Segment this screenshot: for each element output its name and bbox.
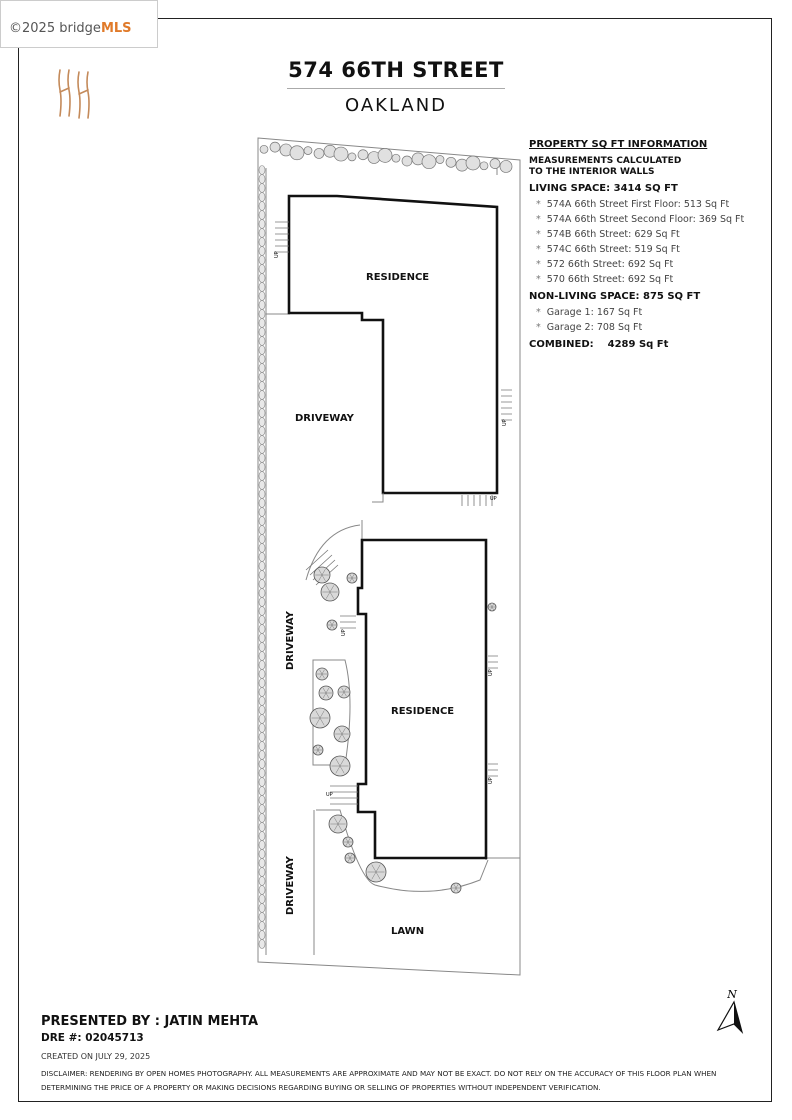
residence-top-label: RESIDENCE [366, 272, 430, 283]
hedge-shrub [259, 373, 265, 382]
hedge-shrub [259, 715, 265, 724]
hedge-shrub [259, 940, 265, 949]
dre-number: DRE #: 02045713 [41, 1032, 144, 1044]
driveway-side-label: DRIVEWAY [285, 856, 296, 915]
stair-up-label: UP [274, 251, 280, 258]
hedge-shrub [259, 607, 265, 616]
hedge-shrub [259, 202, 265, 211]
shrub [290, 146, 304, 160]
hedge-shrub [259, 526, 265, 535]
shrub [334, 147, 348, 161]
plant [316, 668, 328, 680]
hedge-shrub [259, 247, 265, 256]
hedge-shrub [259, 823, 265, 832]
shrub [466, 156, 480, 170]
hedge-shrub [259, 616, 265, 625]
hedge-shrub [259, 589, 265, 598]
residence-bottom-outline [358, 540, 486, 858]
hedge-shrub [259, 166, 265, 175]
hedge-shrub [259, 409, 265, 418]
hedge-shrub [259, 742, 265, 751]
residence-top-outline [289, 196, 497, 493]
hedge-shrub [259, 337, 265, 346]
hedge-shrub [259, 319, 265, 328]
presented-by: PRESENTED BY : JATIN MEHTA [41, 1014, 259, 1029]
hedge-shrub [259, 697, 265, 706]
hedge-shrub [259, 805, 265, 814]
north-label: N [727, 988, 737, 1001]
shrub [500, 160, 512, 172]
hedge-shrub [259, 724, 265, 733]
hedge-shrub [259, 400, 265, 409]
hedge-shrub [259, 661, 265, 670]
hedge-shrub [259, 544, 265, 553]
hedge-shrub [259, 751, 265, 760]
hedge-shrub [259, 490, 265, 499]
list-item: * Garage 2: 708 Sq Ft [529, 320, 769, 335]
plant [451, 883, 461, 893]
hedge-shrub [259, 310, 265, 319]
hedge-shrub [259, 553, 265, 562]
hedge-shrub [259, 346, 265, 355]
hedge-shrub [259, 328, 265, 337]
hedge-shrub [259, 895, 265, 904]
hedge-shrub [259, 175, 265, 184]
shrub [422, 155, 436, 169]
hedge-shrub [259, 877, 265, 886]
hedge-shrub [259, 265, 265, 274]
hedge-shrub [259, 499, 265, 508]
mls-watermark-text: ©2025 bridgeMLS [9, 21, 132, 36]
entry-step [372, 493, 383, 502]
shrub [378, 148, 392, 162]
hedge-shrub [259, 193, 265, 202]
stair-up-label: UP [488, 777, 494, 784]
hedge-shrub [259, 256, 265, 265]
hedge-shrub [259, 283, 265, 292]
created-date: CREATED ON JULY 29, 2025 [41, 1052, 151, 1061]
shrub [358, 150, 368, 160]
hedge-shrub [259, 679, 265, 688]
list-item: * Garage 1: 167 Sq Ft [529, 305, 769, 320]
residence-bottom-label: RESIDENCE [391, 706, 455, 717]
hedge-shrub [259, 211, 265, 220]
plant [310, 708, 330, 728]
shrub [490, 159, 500, 169]
hedge-shrub [259, 733, 265, 742]
hedge-shrub [259, 229, 265, 238]
hedge-shrub [259, 274, 265, 283]
hedge-shrub [259, 355, 265, 364]
hedge-shrub [259, 814, 265, 823]
hedge-shrub [259, 832, 265, 841]
hedge-shrub [259, 292, 265, 301]
shrub [314, 148, 324, 158]
plant [343, 837, 353, 847]
shrub [260, 145, 268, 153]
page-title: 574 66TH STREET [288, 58, 504, 82]
shrub [480, 162, 488, 170]
hedge-shrub [259, 220, 265, 229]
north-arrow-icon [712, 986, 752, 1036]
hedge-shrub [259, 382, 265, 391]
stair-up-label: UP [490, 496, 497, 502]
plant [345, 853, 355, 863]
hedge-shrub [259, 562, 265, 571]
hedge-shrub [259, 688, 265, 697]
hedge-shrub [259, 643, 265, 652]
stair-up-label: UP [341, 629, 347, 636]
list-item: * 572 66th Street: 692 Sq Ft [529, 257, 769, 272]
hedge-shrub [259, 904, 265, 913]
living-space-title: LIVING SPACE: 3414 SQ FT [529, 183, 678, 194]
plant [347, 573, 357, 583]
hedge-shrub [259, 580, 265, 589]
hedge-shrub [259, 868, 265, 877]
hedge-shrub [259, 787, 265, 796]
shrub [270, 142, 280, 152]
plant [321, 583, 339, 601]
hedge-shrub [259, 571, 265, 580]
hedge-shrub [259, 445, 265, 454]
info-heading: PROPERTY SQ FT INFORMATION [529, 139, 708, 150]
hedge-shrub [259, 841, 265, 850]
hedge-shrub [259, 922, 265, 931]
hedge-shrub [259, 184, 265, 193]
hedge-shrub [259, 463, 265, 472]
plant [334, 726, 350, 742]
driveway-side-label: DRIVEWAY [285, 611, 296, 670]
plant [313, 745, 323, 755]
plant [338, 686, 350, 698]
hedge-shrub [259, 508, 265, 517]
hedge-shrub [259, 769, 265, 778]
shrub [446, 157, 456, 167]
plant [327, 620, 337, 630]
hedge-shrub [259, 886, 265, 895]
hedge-shrub [259, 778, 265, 787]
shrub [304, 147, 312, 155]
hedge-shrub [259, 931, 265, 940]
hedge-shrub [259, 796, 265, 805]
hedge-shrub [259, 481, 265, 490]
shrub [436, 156, 444, 164]
lawn-label: LAWN [391, 926, 425, 937]
hedge-shrub [259, 598, 265, 607]
shrub [392, 154, 400, 162]
disclaimer: DISCLAIMER: RENDERING BY OPEN HOMES PHOTOGRAPHY. ALL MEASUREMENTS ARE APPROXIMATE AND MAY NOT BE EXACT. DO NOT RELY ON THE ACCURACY OF THIS FLOOR PLAN WHEN DETERMINING THE PRICE OF A PROPERTY OR MAKING DECISIONS REGARDING BUYING OR SELLING OF PROPERTIES WITHOUT INDEPENDENT VERIFICATION. [41, 1069, 717, 1092]
stair-up-label: UP [326, 792, 333, 798]
shrub [402, 156, 412, 166]
list-item: * 574C 66th Street: 519 Sq Ft [529, 242, 769, 257]
hedge-shrub [259, 535, 265, 544]
info-note: MEASUREMENTS CALCULATED TO THE INTERIOR WALLS [529, 156, 682, 177]
plant [314, 567, 330, 583]
driveway-top-label: DRIVEWAY [295, 413, 354, 424]
combined-value: 4289 Sq Ft [607, 339, 669, 350]
hedge-shrub [259, 634, 265, 643]
hedge-shrub [259, 760, 265, 769]
plant [329, 815, 347, 833]
hedge-shrub [259, 472, 265, 481]
nonliving-space-title: NON-LIVING SPACE: 875 SQ FT [529, 291, 701, 302]
hedge-shrub [259, 913, 265, 922]
page-subtitle: OAKLAND [344, 95, 448, 116]
plant [330, 756, 350, 776]
hedge-shrub [259, 391, 265, 400]
hedge-shrub [259, 418, 265, 427]
hedge-shrub [259, 625, 265, 634]
hedge-shrub [259, 364, 265, 373]
list-item: * 574A 66th Street Second Floor: 369 Sq Ft [529, 212, 769, 227]
combined-label: COMBINED: [529, 339, 594, 350]
plant [488, 603, 496, 611]
plant [366, 862, 386, 882]
hedge-shrub [259, 301, 265, 310]
hedge-shrub [259, 427, 265, 436]
hedge-shrub [259, 652, 265, 661]
hedge-row [259, 166, 265, 949]
hedge-shrub [259, 706, 265, 715]
list-item: * 574A 66th Street First Floor: 513 Sq Ft [529, 197, 769, 212]
stair-up-label: UP [488, 669, 494, 676]
stair-up-label: UP [502, 419, 508, 426]
hedge-shrub [259, 238, 265, 247]
list-item: * 574B 66th Street: 629 Sq Ft [529, 227, 769, 242]
hedge-shrub [259, 850, 265, 859]
hedge-shrub [259, 454, 265, 463]
hedge-shrub [259, 436, 265, 445]
hedge-shrub [259, 670, 265, 679]
planting-strip [260, 142, 512, 172]
hedge-shrub [259, 859, 265, 868]
list-item: * 570 66th Street: 692 Sq Ft [529, 272, 769, 287]
plant [319, 686, 333, 700]
hedge-shrub [259, 517, 265, 526]
shrub [348, 153, 356, 161]
